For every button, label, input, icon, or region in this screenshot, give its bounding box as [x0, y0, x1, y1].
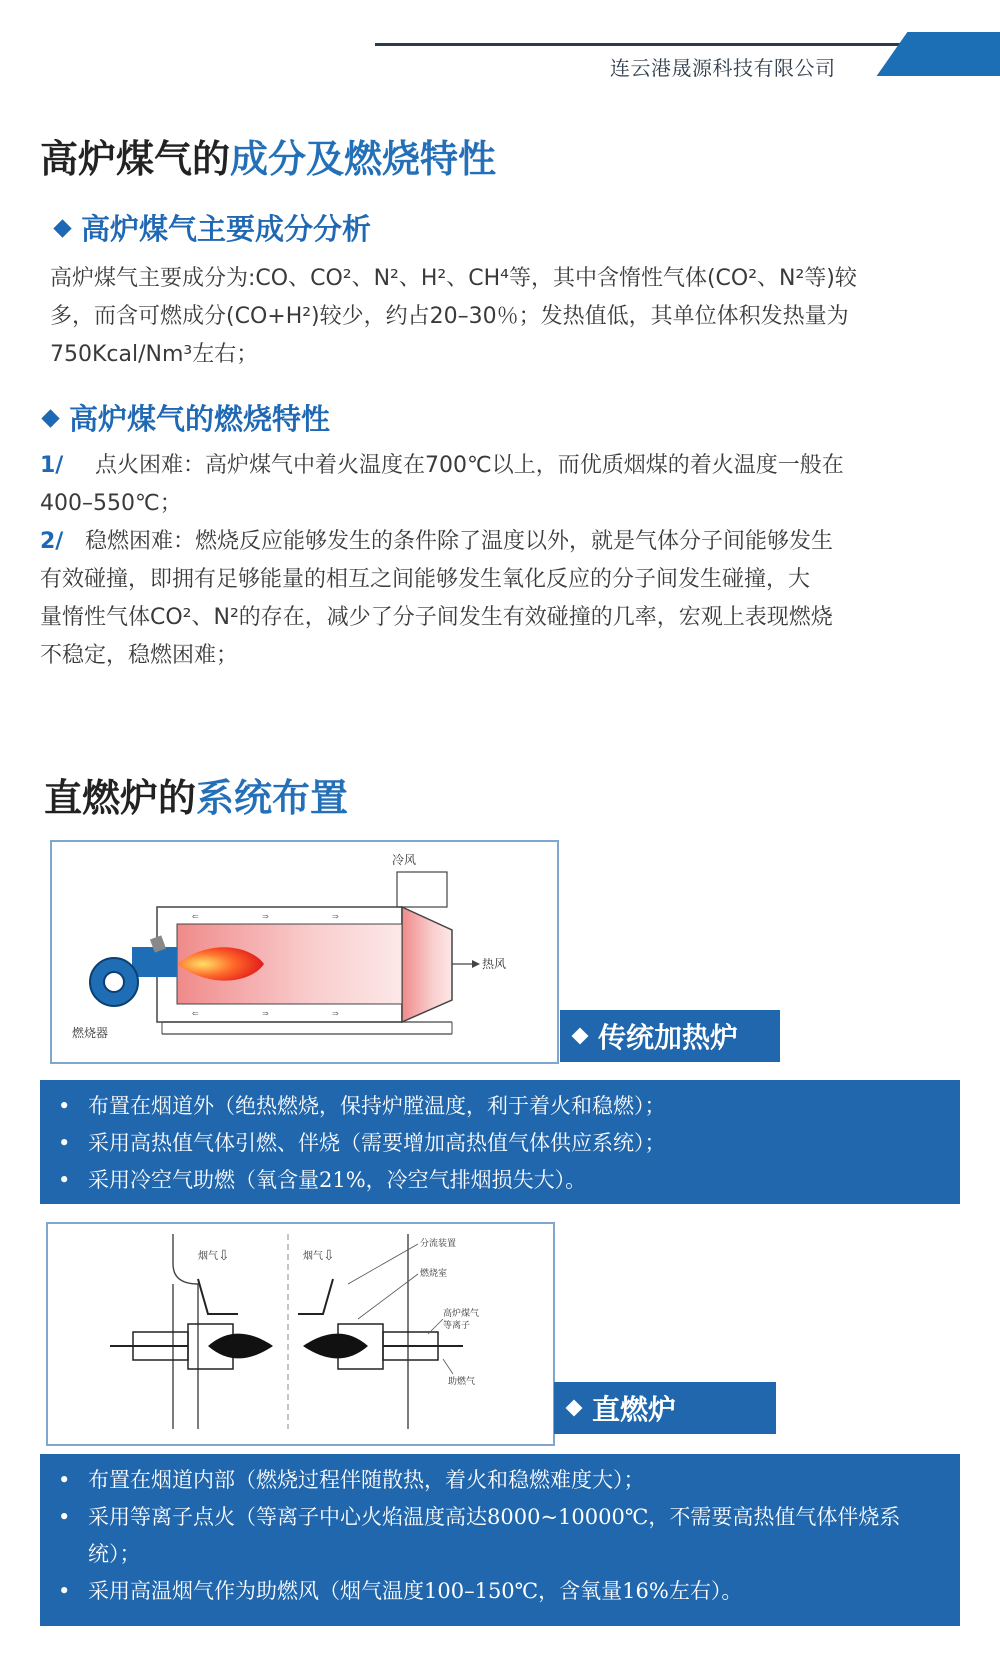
diamond-icon: [572, 1028, 589, 1045]
bullet-item: • 布置在烟道外（绝热燃烧，保持炉膛温度，利于着火和稳燃）；: [58, 1088, 942, 1125]
header-rule: [375, 43, 935, 46]
bullet-dot-icon: •: [58, 1468, 71, 1492]
company-name: 连云港晟源科技有限公司: [610, 56, 836, 80]
svg-text:⇐: ⇐: [192, 1009, 199, 1018]
direct-fired-diagram: [46, 1222, 555, 1446]
composition-paragraph: [50, 260, 970, 374]
svg-text:高炉煤气: 高炉煤气: [443, 1309, 480, 1319]
svg-text:⇒: ⇒: [262, 1009, 269, 1018]
paragraph-line: 多，而含可燃成分(CO+H²)较少，约占20–30％；发热值低，其单位体积发热量为: [50, 304, 849, 329]
svg-text:⇐: ⇐: [192, 912, 199, 921]
section2-title: [44, 767, 348, 822]
furnace-outlet-cone: [402, 907, 452, 1022]
bullet-dot-icon: •: [58, 1131, 71, 1155]
header-accent-tab: [877, 32, 1000, 76]
paragraph-line: 高炉煤气主要成分为:CO、CO²、N²、H²、CH⁴等，其中含惰性气体(CO²、N²等)较: [50, 266, 857, 291]
flame-right-icon: [303, 1334, 368, 1359]
combustion-list: [40, 447, 970, 675]
svg-text:⇒: ⇒: [262, 912, 269, 921]
paragraph-line: 不稳定，稳燃困难；: [40, 643, 239, 668]
paragraph-line: 750Kcal/Nm³左右；: [50, 342, 259, 367]
furnace-drawing: [52, 842, 557, 1062]
label-burner: 燃烧器: [72, 1026, 109, 1040]
section2-title-blue: 系统布置: [196, 775, 349, 820]
label-flue-left: 烟气: [198, 1251, 218, 1262]
bullet-dot-icon: •: [58, 1505, 71, 1529]
bullet-dot-icon: •: [58, 1094, 71, 1118]
item-number: 2/: [40, 529, 64, 554]
tag-text: 直燃炉: [592, 1393, 677, 1426]
label-flue-right: 烟气: [303, 1251, 323, 1262]
diamond-icon: [53, 219, 71, 237]
item-text: 点火困难：高炉煤气中着火温度在700℃以上，而优质烟煤的着火温度一般在: [95, 453, 844, 478]
direct-fired-drawing: [48, 1224, 553, 1444]
label-cold-air: 冷风: [392, 853, 417, 867]
svg-text:⇒: ⇒: [332, 912, 339, 921]
item-text: 稳燃困难：燃烧反应能够发生的条件除了温度以外，就是气体分子间能够发生: [85, 529, 834, 554]
svg-text:等离子: 等离子: [443, 1321, 471, 1331]
traditional-bullets: [40, 1080, 960, 1204]
tag-direct-fired: [554, 1382, 776, 1434]
bullet-dot-icon: •: [58, 1168, 71, 1192]
label-hot-air: 热风: [482, 957, 507, 971]
subheading-composition-text: 高炉煤气主要成分分析: [81, 212, 372, 246]
svg-text:分流装置: 分流装置: [420, 1239, 457, 1249]
subheading-composition: [56, 207, 371, 248]
bullet-item: • 采用等离子点火（等离子中心火焰温度高达8000~10000℃，不需要高热值气体伴烧系统）；: [58, 1499, 942, 1573]
diamond-icon: [566, 1400, 583, 1417]
direct-fired-bullets: [40, 1454, 960, 1626]
section2-title-plain: 直燃炉的: [44, 775, 197, 820]
subheading-combustion-text: 高炉煤气的燃烧特性: [69, 402, 331, 436]
section1-title-plain: 高炉煤气的: [40, 136, 231, 181]
paragraph-line: 量惰性气体CO²、N²的存在，减少了分子间发生有效碰撞的几率，宏观上表现燃烧: [40, 605, 833, 630]
flame-left-icon: [208, 1334, 273, 1359]
list-item-1: [40, 447, 970, 485]
bullet-item: • 采用高热值气体引燃、伴烧（需要增加高热值气体供应系统）；: [58, 1125, 942, 1162]
paragraph-line: 400–550℃；: [40, 491, 182, 516]
item-number: 1/: [40, 453, 64, 478]
svg-text:燃烧室: 燃烧室: [420, 1269, 448, 1279]
bullet-dot-icon: •: [58, 1579, 71, 1603]
bullet-item: • 采用高温烟气作为助燃风（烟气温度100–150℃，含氧量16%左右）。: [58, 1573, 942, 1610]
bullet-item: • 采用冷空气助燃（氧含量21%，冷空气排烟损失大）。: [58, 1162, 942, 1199]
bullet-item: • 布置在烟道内部（燃烧过程伴随散热，着火和稳燃难度大）；: [58, 1462, 942, 1499]
tag-text: 传统加热炉: [598, 1021, 739, 1054]
paragraph-line: 有效碰撞，即拥有足够能量的相互之间能够发生氧化反应的分子间发生碰撞，大: [40, 567, 811, 592]
cold-air-inlet: [397, 872, 447, 907]
svg-text:⇩: ⇩: [323, 1248, 335, 1264]
section1-title: [40, 128, 496, 183]
svg-text:⇒: ⇒: [332, 1009, 339, 1018]
traditional-furnace-diagram: [50, 840, 559, 1064]
section1-title-blue: 成分及燃烧特性: [230, 136, 497, 181]
svg-text:⇩: ⇩: [218, 1248, 230, 1264]
svg-text:助燃气: 助燃气: [448, 1377, 476, 1387]
diamond-icon: [41, 409, 59, 427]
list-item-2: [40, 523, 970, 561]
tag-traditional-furnace: [560, 1010, 780, 1062]
subheading-combustion: [44, 397, 330, 438]
